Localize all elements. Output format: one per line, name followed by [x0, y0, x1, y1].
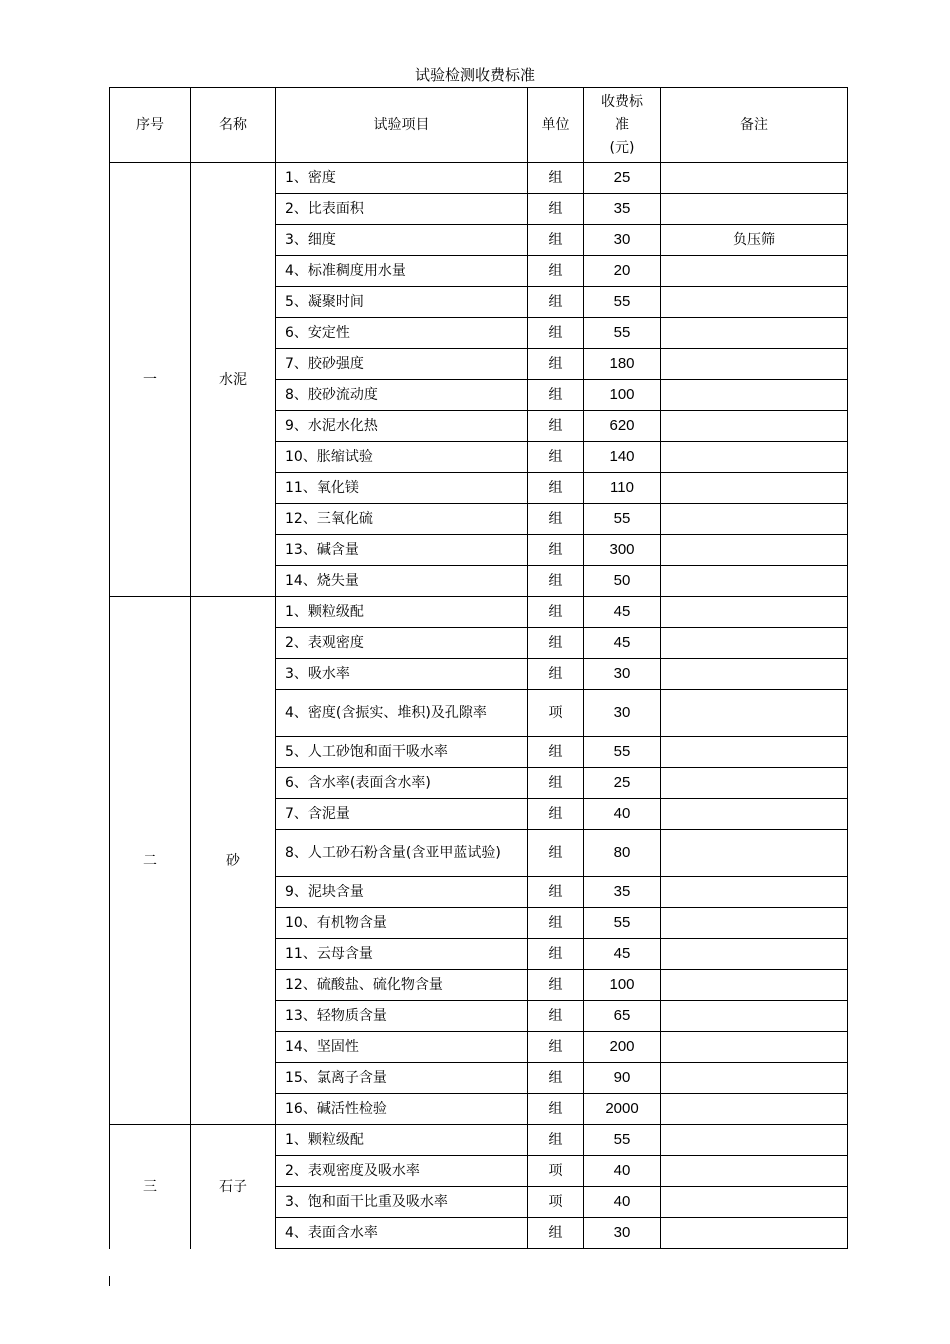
fee-cell: 35: [584, 877, 661, 908]
remark-cell: [661, 628, 848, 659]
unit-cell: 组: [528, 1125, 584, 1156]
remark-cell: [661, 566, 848, 597]
remark-cell: [661, 690, 848, 737]
fee-cell: 30: [584, 690, 661, 737]
unit-cell: 组: [528, 256, 584, 287]
fee-cell: 40: [584, 1156, 661, 1187]
fee-cell: 80: [584, 830, 661, 877]
item-cell: 3、细度: [276, 225, 528, 256]
unit-cell: 组: [528, 287, 584, 318]
unit-cell: 组: [528, 473, 584, 504]
item-cell: 5、人工砂饱和面干吸水率: [276, 737, 528, 768]
remark-cell: [661, 287, 848, 318]
remark-cell: [661, 830, 848, 877]
remark-cell: [661, 473, 848, 504]
fee-cell: 200: [584, 1032, 661, 1063]
item-cell: 1、颗粒级配: [276, 597, 528, 628]
fee-cell: 40: [584, 1187, 661, 1218]
item-cell: 4、表面含水率: [276, 1218, 528, 1249]
fee-cell: 55: [584, 1125, 661, 1156]
fee-cell: 55: [584, 318, 661, 349]
fee-cell: 45: [584, 597, 661, 628]
unit-cell: 组: [528, 535, 584, 566]
table-continuation-line: [109, 1276, 111, 1286]
fee-cell: 55: [584, 504, 661, 535]
remark-cell: [661, 597, 848, 628]
remark-cell: [661, 939, 848, 970]
remark-cell: [661, 1001, 848, 1032]
remark-cell: [661, 1156, 848, 1187]
item-cell: 12、硫酸盐、硫化物含量: [276, 970, 528, 1001]
table-row: [110, 597, 848, 628]
unit-cell: 项: [528, 1187, 584, 1218]
unit-cell: 组: [528, 597, 584, 628]
item-cell: 16、碱活性检验: [276, 1094, 528, 1125]
unit-cell: 组: [528, 1094, 584, 1125]
unit-cell: 组: [528, 970, 584, 1001]
unit-cell: 组: [528, 411, 584, 442]
item-cell: 7、胶砂强度: [276, 349, 528, 380]
unit-cell: 组: [528, 163, 584, 194]
item-cell: 12、三氧化硫: [276, 504, 528, 535]
remark-cell: 负压筛: [661, 225, 848, 256]
item-cell: 5、凝聚时间: [276, 287, 528, 318]
fee-table: [109, 87, 848, 1249]
remark-cell: [661, 1063, 848, 1094]
remark-cell: [661, 194, 848, 225]
remark-cell: [661, 535, 848, 566]
group-seq: 一: [110, 163, 191, 597]
unit-cell: 组: [528, 830, 584, 877]
fee-cell: 65: [584, 1001, 661, 1032]
unit-cell: 组: [528, 566, 584, 597]
fee-cell: 620: [584, 411, 661, 442]
header-remark: 备注: [661, 88, 848, 163]
fee-cell: 35: [584, 194, 661, 225]
fee-cell: 25: [584, 163, 661, 194]
item-cell: 3、饱和面干比重及吸水率: [276, 1187, 528, 1218]
remark-cell: [661, 380, 848, 411]
unit-cell: 项: [528, 690, 584, 737]
table-row: [110, 1125, 848, 1156]
item-cell: 7、含泥量: [276, 799, 528, 830]
item-cell: 14、坚固性: [276, 1032, 528, 1063]
item-cell: 11、云母含量: [276, 939, 528, 970]
header-fee-line1: 收费标: [601, 93, 643, 110]
remark-cell: [661, 256, 848, 287]
item-cell: 4、标准稠度用水量: [276, 256, 528, 287]
header-fee: [584, 88, 661, 163]
fee-cell: 100: [584, 380, 661, 411]
item-cell: 10、有机物含量: [276, 908, 528, 939]
group-name: 水泥: [191, 163, 276, 597]
header-item: 试验项目: [276, 88, 528, 163]
unit-cell: 组: [528, 908, 584, 939]
remark-cell: [661, 659, 848, 690]
remark-cell: [661, 768, 848, 799]
unit-cell: 组: [528, 504, 584, 535]
unit-cell: 组: [528, 1032, 584, 1063]
header-unit: 单位: [528, 88, 584, 163]
unit-cell: 组: [528, 768, 584, 799]
unit-cell: 组: [528, 225, 584, 256]
unit-cell: 组: [528, 349, 584, 380]
fee-cell: 300: [584, 535, 661, 566]
remark-cell: [661, 349, 848, 380]
fee-cell: 30: [584, 225, 661, 256]
fee-cell: 20: [584, 256, 661, 287]
remark-cell: [661, 1187, 848, 1218]
unit-cell: 项: [528, 1156, 584, 1187]
group-seq: 二: [110, 597, 191, 1125]
unit-cell: 组: [528, 442, 584, 473]
item-cell: 1、颗粒级配: [276, 1125, 528, 1156]
remark-cell: [661, 799, 848, 830]
remark-cell: [661, 504, 848, 535]
unit-cell: 组: [528, 194, 584, 225]
unit-cell: 组: [528, 659, 584, 690]
unit-cell: 组: [528, 877, 584, 908]
item-cell: 13、轻物质含量: [276, 1001, 528, 1032]
item-cell: 4、密度(含振实、堆积)及孔隙率: [276, 690, 528, 737]
item-cell: 3、吸水率: [276, 659, 528, 690]
item-cell: 9、水泥水化热: [276, 411, 528, 442]
table-row: [110, 163, 848, 194]
fee-cell: 2000: [584, 1094, 661, 1125]
header-name: 名称: [191, 88, 276, 163]
fee-cell: 100: [584, 970, 661, 1001]
group-seq: 三: [110, 1125, 191, 1249]
remark-cell: [661, 1218, 848, 1249]
unit-cell: 组: [528, 1218, 584, 1249]
unit-cell: 组: [528, 737, 584, 768]
header-seq: 序号: [110, 88, 191, 163]
page-title: 试验检测收费标准: [414, 66, 535, 84]
table-header-row: [110, 88, 848, 163]
fee-cell: 55: [584, 737, 661, 768]
remark-cell: [661, 318, 848, 349]
fee-cell: 30: [584, 659, 661, 690]
fee-cell: 45: [584, 939, 661, 970]
unit-cell: 组: [528, 799, 584, 830]
remark-cell: [661, 737, 848, 768]
fee-cell: 45: [584, 628, 661, 659]
unit-cell: 组: [528, 318, 584, 349]
group-name: 砂: [191, 597, 276, 1125]
remark-cell: [661, 1032, 848, 1063]
header-fee-line2: 准: [615, 116, 629, 133]
item-cell: 2、表观密度: [276, 628, 528, 659]
fee-cell: 55: [584, 287, 661, 318]
fee-cell: 90: [584, 1063, 661, 1094]
item-cell: 14、烧失量: [276, 566, 528, 597]
fee-cell: 110: [584, 473, 661, 504]
unit-cell: 组: [528, 628, 584, 659]
fee-cell: 30: [584, 1218, 661, 1249]
item-cell: 15、氯离子含量: [276, 1063, 528, 1094]
item-cell: 8、胶砂流动度: [276, 380, 528, 411]
fee-cell: 180: [584, 349, 661, 380]
remark-cell: [661, 1125, 848, 1156]
fee-cell: 40: [584, 799, 661, 830]
remark-cell: [661, 970, 848, 1001]
fee-cell: 55: [584, 908, 661, 939]
remark-cell: [661, 908, 848, 939]
item-cell: 6、含水率(表面含水率): [276, 768, 528, 799]
item-cell: 11、氧化镁: [276, 473, 528, 504]
remark-cell: [661, 163, 848, 194]
remark-cell: [661, 877, 848, 908]
fee-cell: 140: [584, 442, 661, 473]
unit-cell: 组: [528, 380, 584, 411]
remark-cell: [661, 411, 848, 442]
item-cell: 2、表观密度及吸水率: [276, 1156, 528, 1187]
fee-cell: 25: [584, 768, 661, 799]
fee-table-body: [110, 88, 848, 1249]
unit-cell: 组: [528, 1001, 584, 1032]
group-name: 石子: [191, 1125, 276, 1249]
item-cell: 13、碱含量: [276, 535, 528, 566]
header-fee-line3: (元): [609, 139, 635, 156]
item-cell: 8、人工砂石粉含量(含亚甲蓝试验): [276, 830, 528, 877]
item-cell: 1、密度: [276, 163, 528, 194]
unit-cell: 组: [528, 1063, 584, 1094]
remark-cell: [661, 1094, 848, 1125]
remark-cell: [661, 442, 848, 473]
item-cell: 6、安定性: [276, 318, 528, 349]
unit-cell: 组: [528, 939, 584, 970]
item-cell: 9、泥块含量: [276, 877, 528, 908]
item-cell: 10、胀缩试验: [276, 442, 528, 473]
item-cell: 2、比表面积: [276, 194, 528, 225]
fee-cell: 50: [584, 566, 661, 597]
